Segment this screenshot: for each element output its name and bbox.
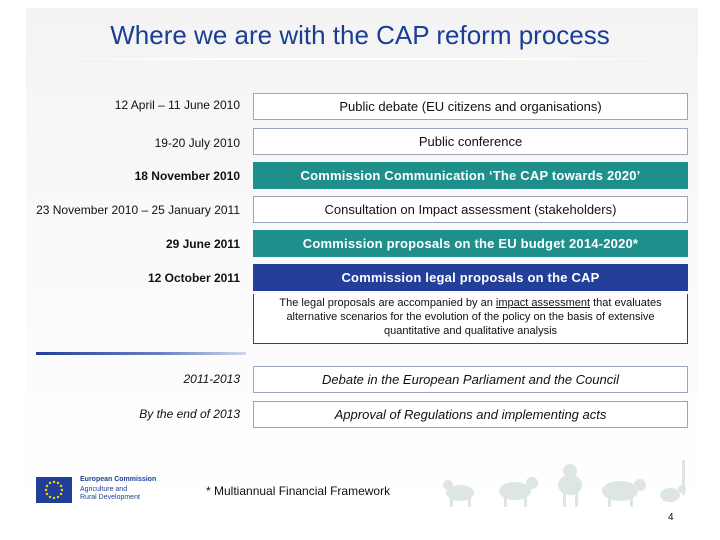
timeline-event-2: Public conference	[253, 128, 688, 155]
future-date-1: 2011-2013	[183, 372, 240, 386]
future-event-2: Approval of Regulations and implementing acts	[253, 401, 688, 428]
section-divider	[36, 352, 246, 355]
slide-title: Where we are with the CAP reform process	[110, 20, 610, 50]
timeline-date-1: 12 April – 11 June 2010	[114, 98, 240, 112]
timeline-event-6: Commission legal proposals on the CAP	[253, 264, 688, 291]
eu-flag-icon	[36, 477, 72, 503]
slide-background	[26, 8, 698, 510]
future-event-1: Debate in the European Parliament and the Council	[253, 366, 688, 393]
footnote: * Multiannual Financial Framework	[206, 484, 391, 498]
european-commission-logo	[36, 473, 216, 505]
note-text-before: The legal proposals are accompanied by an	[279, 297, 496, 309]
timeline-event-1: Public debate (EU citizens and organisations)	[253, 93, 688, 120]
timeline-event-4: Consultation on Impact assessment (stakeholders)	[253, 196, 688, 223]
timeline-event-3: Commission Communication ‘The CAP towards 2020’	[253, 162, 688, 189]
timeline-date-4: 23 November 2010 – 25 January 2011	[36, 203, 240, 217]
logo-line-2: Agriculture and	[80, 486, 128, 493]
note-text-after: that evaluates alternative scenarios for the evolution of the policy on the basis of extensive quantitative and qualitative analysis	[286, 297, 662, 337]
future-date-2: By the end of 2013	[139, 407, 240, 421]
timeline-date-3: 18 November 2010	[134, 169, 240, 183]
page-number: 4	[668, 512, 674, 523]
logo-line-3: Rural Development	[80, 494, 140, 501]
timeline-date-6: 12 October 2011	[147, 271, 240, 285]
impact-assessment-note	[253, 294, 688, 344]
note-underlined-text: impact assessment	[495, 297, 591, 309]
timeline-date-5: 29 June 2011	[165, 237, 240, 251]
timeline-event-5: Commission proposals on the EU budget 2014-2020*	[253, 230, 688, 257]
logo-line-1: European Commission	[80, 476, 157, 483]
timeline-date-2: 19-20 July 2010	[154, 136, 240, 150]
farm-animals-illustration	[420, 455, 700, 510]
title-divider	[26, 58, 698, 60]
